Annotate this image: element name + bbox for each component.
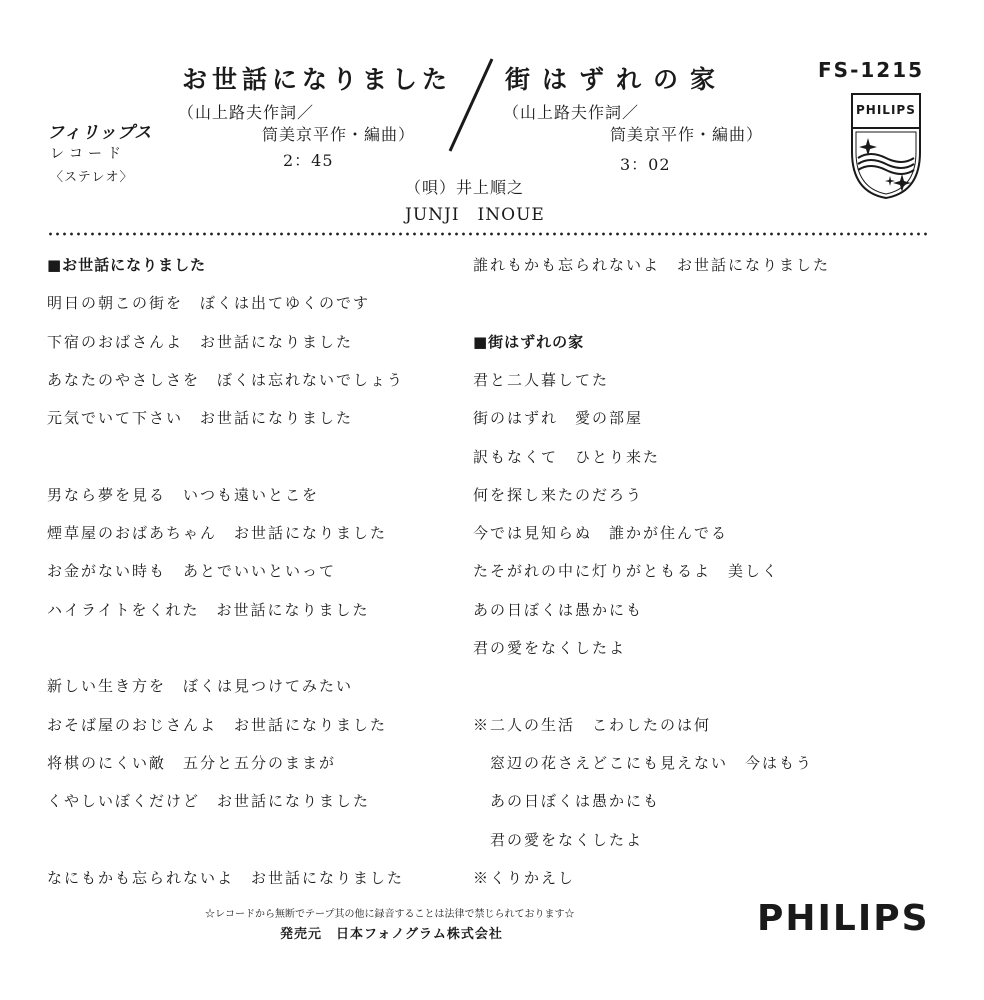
label-record: レコード — [50, 146, 126, 162]
lyric-line: ※二人の生活 こわしたのは何 — [473, 715, 712, 734]
lyric-line: 男なら夢を見る いつも遠いとこを — [47, 485, 320, 504]
philips-shield-logo — [850, 92, 922, 200]
lyric-line: おそば屋のおじさんよ お世話になりました — [47, 715, 388, 734]
lyric-line: ※くりかえし — [473, 868, 576, 887]
lyric-line: 今では見知らぬ 誰かが住んでる — [473, 524, 729, 543]
singer-japanese: （唄）井上順之 — [405, 178, 525, 197]
lyric-line: 煙草屋のおばあちゃん お世話になりました — [47, 524, 388, 543]
lyric-line: たそがれの中に灯りがともるよ 美しく — [473, 562, 780, 581]
dotted-divider — [47, 230, 927, 238]
lyric-line: 誰れもかも忘られないよ お世話になりました — [473, 256, 831, 274]
song-b-title: 街はずれの家 — [505, 65, 728, 94]
catalog-number: FS-1215 — [818, 58, 925, 82]
lyric-line: 明日の朝この街を ぼくは出てゆくのです — [47, 294, 371, 313]
song-a-credit-lyricist: （山上路夫作詞／ — [178, 103, 315, 122]
label-name: フィリップス — [47, 123, 153, 143]
song-a-duration: 2：45 — [283, 151, 334, 170]
lyric-line: 新しい生き方を ぼくは見つけてみたい — [47, 677, 354, 696]
lyric-line: 君の愛をなくしたよ — [473, 639, 627, 657]
song-a-credit-composer: 筒美京平作・編曲） — [262, 125, 416, 144]
song-b-duration: 3：02 — [620, 155, 671, 174]
distributor: 発売元 日本フォノグラム株式会社 — [280, 927, 503, 942]
lyric-line: 訳もなくて ひとり来た — [473, 447, 661, 466]
lyric-line: 君の愛をなくしたよ — [473, 830, 644, 849]
lyric-line: ハイライトをくれた お世話になりました — [47, 600, 370, 619]
lyric-line: 君と二人暮してた — [473, 370, 610, 389]
lyric-line: 将棋のにくい敵 五分と五分のままが — [47, 753, 337, 772]
lyric-line: 元気でいて下さい お世話になりました — [47, 409, 354, 428]
label-stereo: 〈ステレオ〉 — [50, 170, 134, 185]
lyric-line: お金がない時も あとでいいといって — [47, 562, 337, 581]
lyric-line: 街のはずれ 愛の部屋 — [473, 409, 644, 428]
song-a-title: お世話になりました — [182, 65, 453, 94]
lyric-line: 何を探し来たのだろう — [473, 485, 644, 504]
lyric-line: なにもかも忘られないよ お世話になりました — [47, 868, 405, 887]
lyric-line: くやしいぼくだけど お世話になりました — [47, 792, 371, 811]
lyric-line: 下宿のおばさんよ お世話になりました — [47, 332, 354, 351]
title-slash — [440, 55, 500, 155]
song-b-credit-lyricist: （山上路夫作詞／ — [503, 103, 640, 122]
lyric-line: 窓辺の花さえどこにも見えない 今はもう — [473, 753, 814, 772]
singer-english: JUNJI INOUE — [405, 205, 545, 225]
lyric-line: あなたのやさしさを ぼくは忘れないでしょう — [47, 370, 405, 389]
logo-text: PHILIPS — [856, 103, 916, 117]
philips-wordmark: PHILIPS — [757, 898, 930, 939]
copyright-notice: ☆レコードから無断でテープ其の他に録音することは法律で禁じられております☆ — [205, 909, 575, 920]
song-b-credit-composer: 筒美京平作・編曲） — [610, 125, 764, 144]
lyrics-heading: ■お世話になりました — [47, 256, 207, 274]
lyric-line: あの日ぼくは愚かにも — [473, 792, 661, 811]
lyrics-heading: ■街はずれの家 — [473, 332, 585, 351]
lyric-line: あの日ぼくは愚かにも — [473, 600, 644, 619]
